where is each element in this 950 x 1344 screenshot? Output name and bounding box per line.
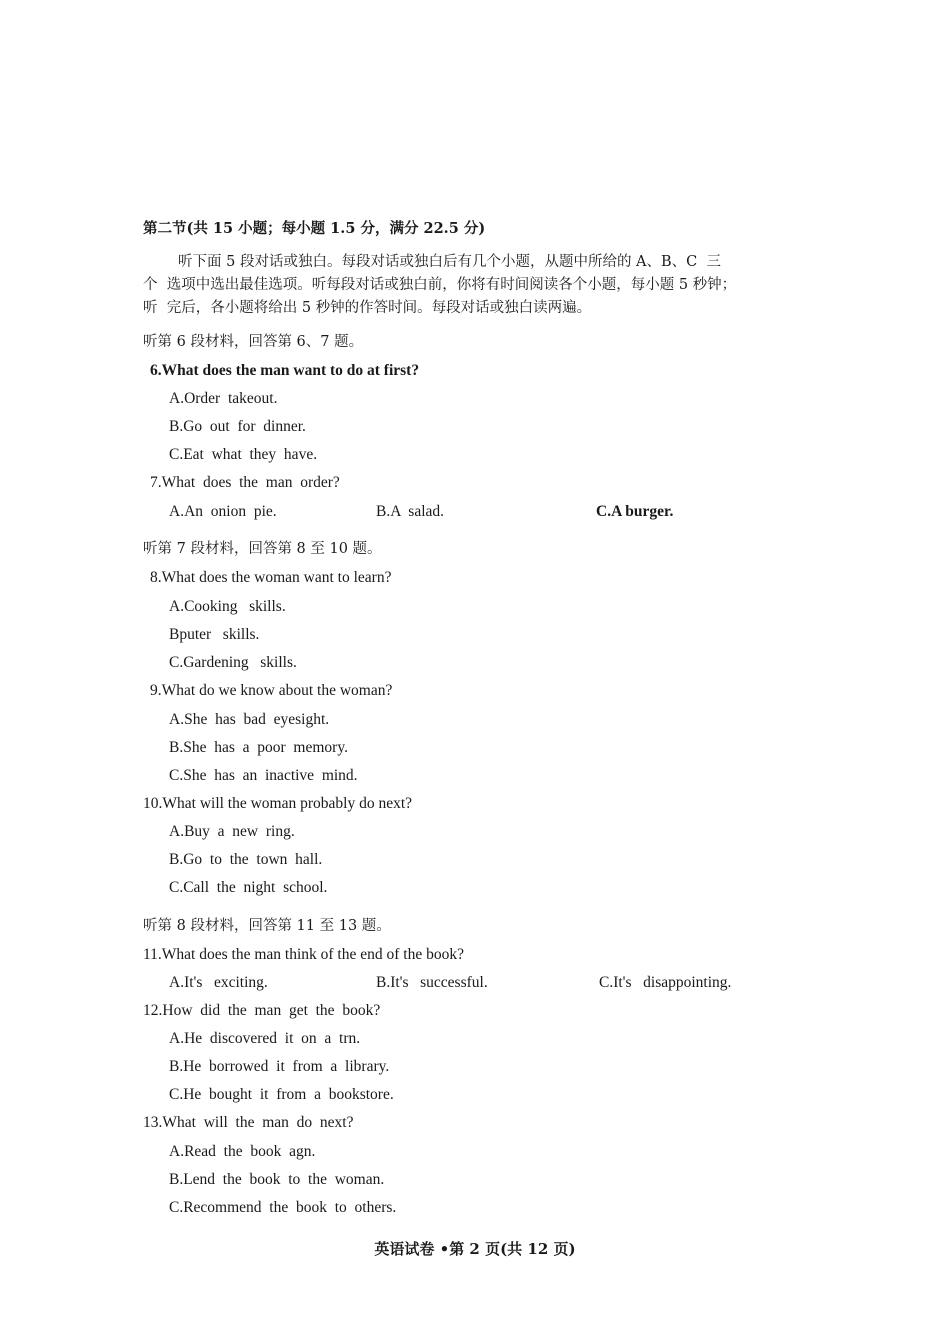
- option-12c: C.He bought it from a bookstore.: [169, 1086, 394, 1103]
- instructions-line-3: 听 完后，各小题将给出 5 秒钟的作答时间。每段对话或独白读两遍。: [143, 300, 592, 316]
- option-6b: B.Go out for dinner.: [169, 418, 306, 435]
- option-10b: B.Go to the town hall.: [169, 851, 323, 868]
- question-13: 13.What will the man do next?: [143, 1114, 354, 1131]
- option-6c: C.Eat what they have.: [169, 446, 318, 463]
- option-6a: A.Order takeout.: [169, 390, 278, 407]
- section-title: 第二节(共 15 小题；每小题 1.5 分，满分 22.5 分): [143, 220, 486, 237]
- option-11c: C.It's disappointing.: [599, 974, 732, 991]
- option-8b: Bputer skills.: [169, 626, 260, 643]
- question-6: 6.What does the man want to do at first?: [150, 362, 420, 379]
- material-8-heading: 听第 8 段材料，回答第 11 至 13 题。: [143, 918, 391, 934]
- material-6-heading: 听第 6 段材料，回答第 6、7 题。: [143, 334, 364, 350]
- question-11: 11.What does the man think of the end of the book?: [143, 946, 464, 963]
- option-7b: B.A salad.: [376, 503, 445, 520]
- question-10: 10.What will the woman probably do next?: [143, 795, 413, 812]
- option-7a: A.An onion pie.: [169, 503, 277, 520]
- option-12b: B.He borrowed it from a library.: [169, 1058, 390, 1075]
- option-13b: B.Lend the book to the woman.: [169, 1171, 385, 1188]
- page-footer: 英语试卷 •第 2 页(共 12 页): [374, 1240, 576, 1258]
- option-9b: B.She has a poor memory.: [169, 739, 348, 756]
- option-10a: A.Buy a new ring.: [169, 823, 295, 840]
- question-12: 12.How did the man get the book?: [143, 1002, 381, 1019]
- instructions-line-2: 个 选项中选出最佳选项。听每段对话或独白前，你将有时间阅读各个小题，每小题 5 秒钟；: [143, 277, 737, 293]
- option-9c: C.She has an inactive mind.: [169, 767, 358, 784]
- option-13a: A.Read the book agn.: [169, 1143, 316, 1160]
- option-12a: A.He discovered it on a trn.: [169, 1030, 361, 1047]
- option-11b: B.It's successful.: [376, 974, 488, 991]
- question-7: 7.What does the man order?: [150, 474, 340, 491]
- question-8: 8.What does the woman want to learn?: [150, 569, 392, 586]
- option-9a: A.She has bad eyesight.: [169, 711, 330, 728]
- material-7-heading: 听第 7 段材料，回答第 8 至 10 题。: [143, 541, 382, 557]
- option-8c: C.Gardening skills.: [169, 654, 297, 671]
- option-13c: C.Recommend the book to others.: [169, 1199, 397, 1216]
- question-9: 9.What do we know about the woman?: [150, 682, 393, 699]
- option-8a: A.Cooking skills.: [169, 598, 286, 615]
- instructions-line-1: 听下面 5 段对话或独白。每段对话或独白后有几个小题，从题中所给的 A、B、C 三: [178, 254, 721, 270]
- option-11a: A.It's exciting.: [169, 974, 268, 991]
- option-7c: C.A burger.: [596, 503, 674, 520]
- option-10c: C.Call the night school.: [169, 879, 328, 896]
